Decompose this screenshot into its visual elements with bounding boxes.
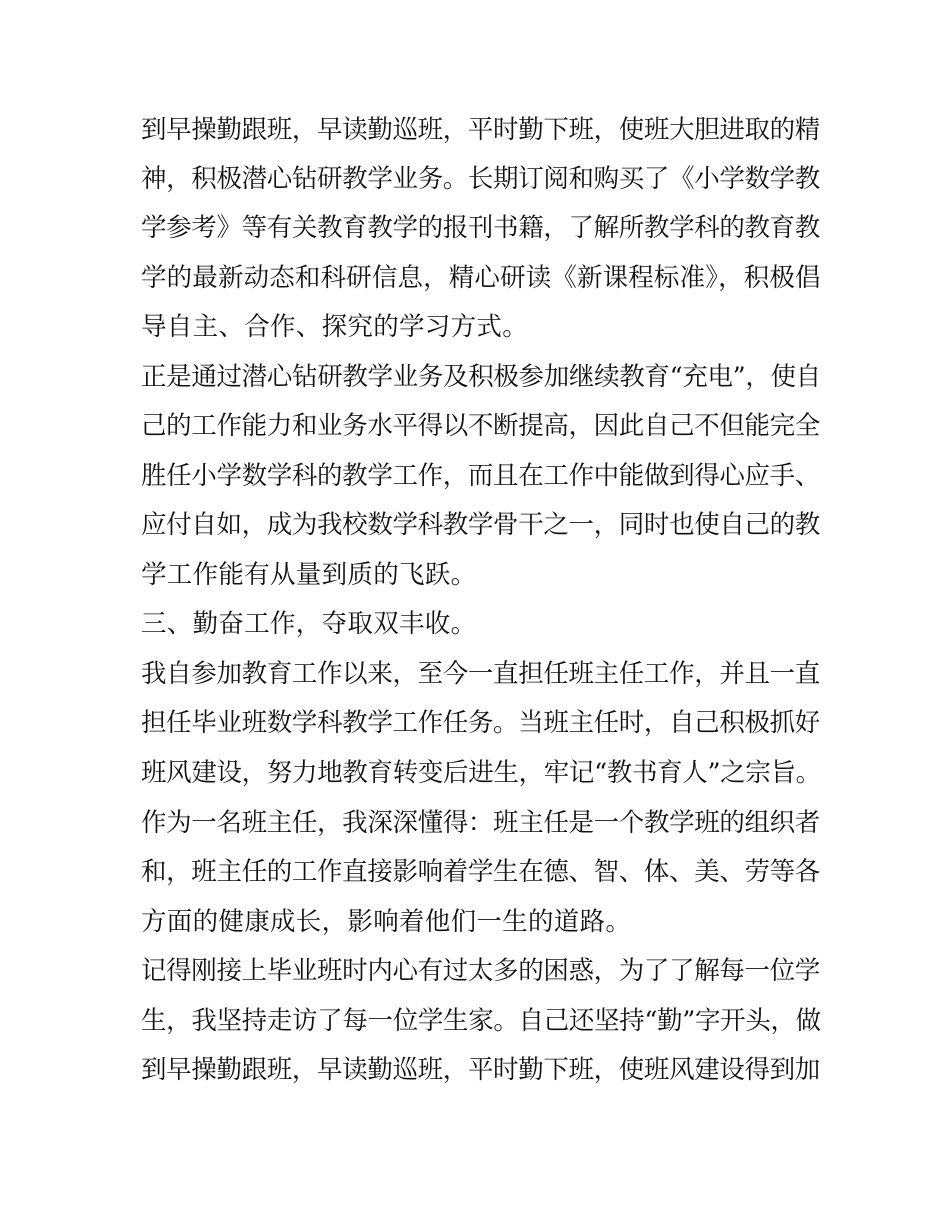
text-line: 学参考》等有关教育教学的报刊书籍，了解所教学科的教育教 [141,213,820,243]
text-line: 担任毕业班数学科教学工作任务。当班主任时，自己积极抓好 [141,708,820,738]
text-line: 学工作能有从量到质的飞跃。 [141,560,477,590]
text-line: 应付自如，成为我校数学科教学骨干之一，同时也使自己的教 [141,510,820,540]
text-line: 班风建设，努力地教育转变后进生，牢记“教书育人”之宗旨。 [141,758,821,788]
text-line: 生，我坚持走访了每一位学生家。自己还坚持“勤”字开头，做 [141,1006,821,1036]
text-line: 记得刚接上毕业班时内心有过太多的困惑，为了了解每一位学 [141,956,820,986]
section-heading: 三、勤奋工作，夺取双丰收。 [141,609,477,639]
text-line: 作为一名班主任，我深深懂得：班主任是一个教学班的组织者 [141,808,820,838]
text-line: 和，班主任的工作直接影响着学生在德、智、体、美、劳等各 [141,857,820,887]
text-line: 到早操勤跟班，早读勤巡班，平时勤下班，使班风建设得到加 [141,1055,820,1085]
text-line: 导自主、合作、探究的学习方式。 [141,312,529,342]
text-line: 到早操勤跟班，早读勤巡班，平时勤下班，使班大胆进取的精 [141,115,820,145]
text-line: 己的工作能力和业务水平得以不断提高，因此自己不但能完全 [141,411,820,441]
text-line: 方面的健康成长，影响着他们一生的道路。 [141,907,632,937]
text-line: 学的最新动态和科研信息，精心研读《新课程标准》，积极倡 [141,263,821,293]
text-line: 神，积极潜心钻研教学业务。长期订阅和购买了《小学数学教 [141,164,820,194]
text-line: 正是通过潜心钻研教学业务及积极参加继续教育“充电”，使自 [141,362,821,392]
text-line: 胜任小学数学科的教学工作，而且在工作中能做到得心应手、 [141,461,820,491]
text-line: 我自参加教育工作以来，至今一直担任班主任工作，并且一直 [141,659,820,689]
